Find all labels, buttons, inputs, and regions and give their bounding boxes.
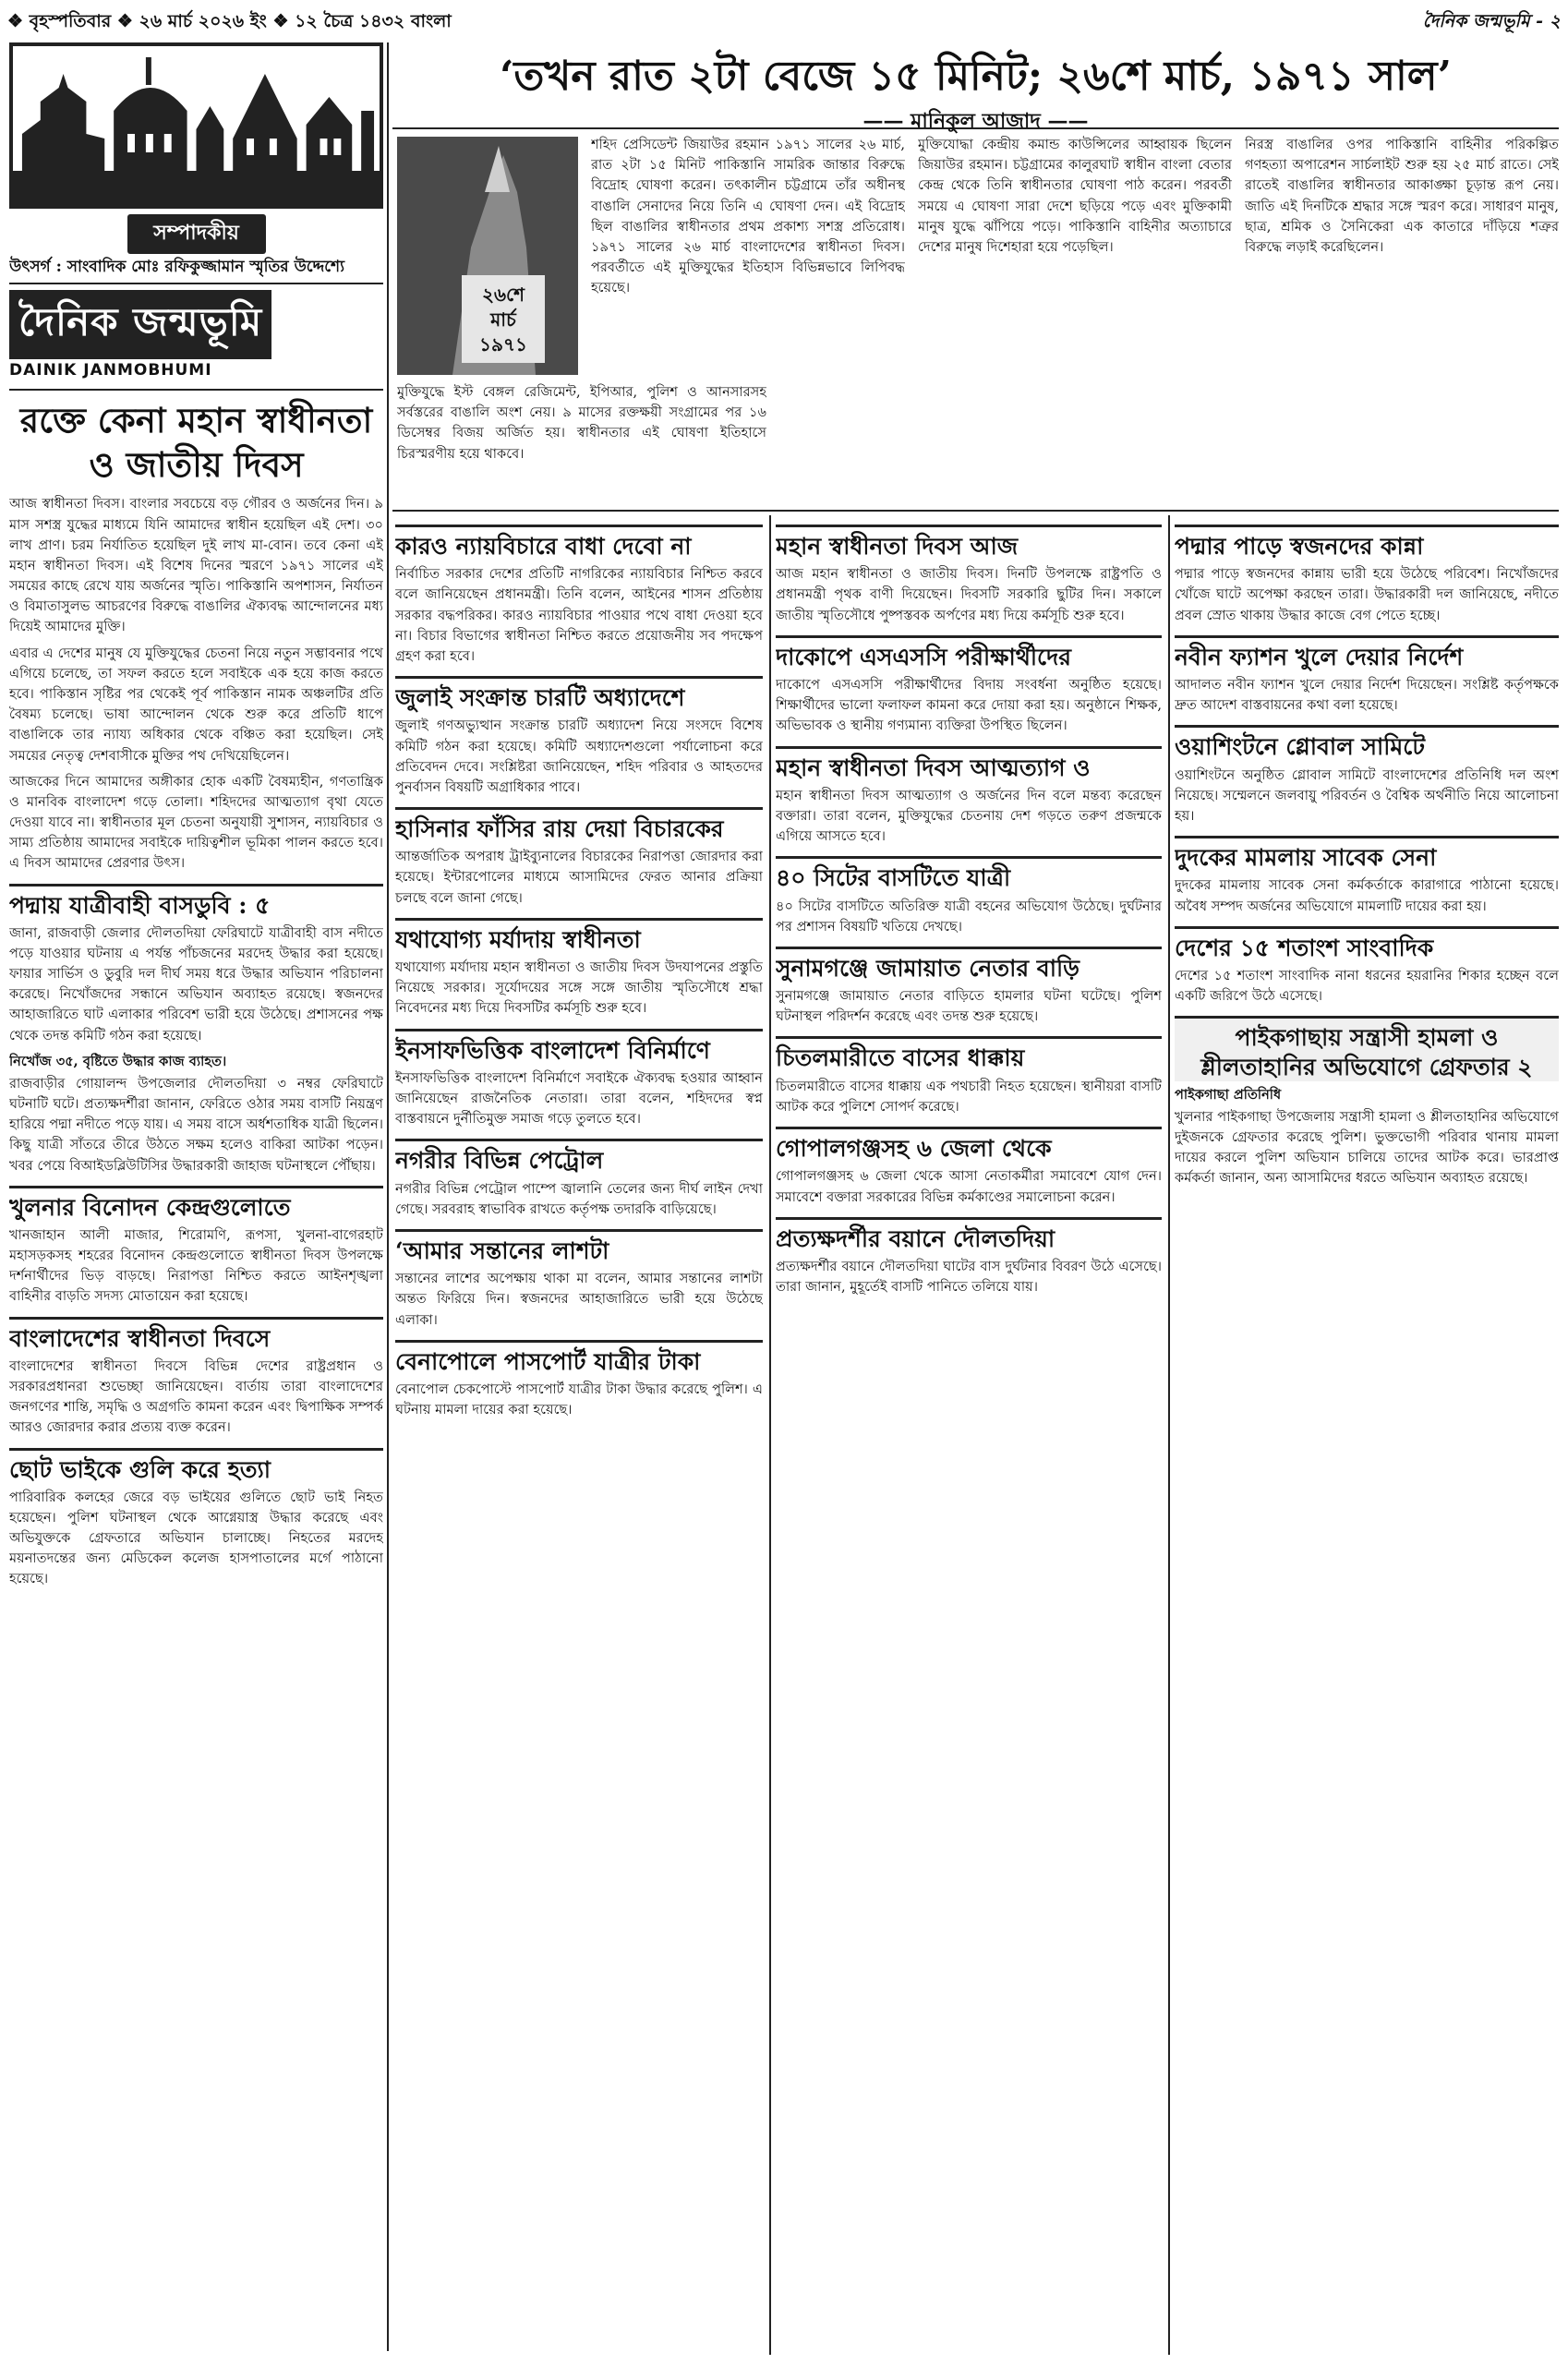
story-headline: কারও ন্যায়বিচারে বাধা দেবো না: [395, 525, 763, 561]
story-headline: চিতলমারীতে বাসের ধাক্কায়: [776, 1036, 1162, 1072]
story-body: যথাযোগ্য মর্যাদায় মহান স্বাধীনতা ও জাতীয় দিবস উদযাপনের প্রস্তুতি নিয়েছে সরকার। সূর্যোদয়ের সঙ্গে সঙ্গে জাতীয় স্মৃতিসৌধে শ্রদ্ধা নিবেদনের মধ্য দিয়ে দিবসটির কর্মসূচি শুরু হবে।: [395, 959, 763, 1017]
news-column-b: [776, 515, 1162, 2355]
story-headline: মহান স্বাধীনতা দিবস আজ: [776, 525, 1162, 561]
story-body: পারিবারিক কলহের জেরে বড় ভাইয়ের গুলিতে ছোট ভাই নিহত হয়েছেন। পুলিশ ঘটনাস্থল থেকে আগ্নেয়াস্ত্র উদ্ধার করেছে এবং অভিযুক্তকে গ্রেফতারে অভিযান চালাচ্ছে। নিহতের মরদেহ ময়নাতদন্তের জন্য মেডিকেল কলেজ হাসপাতালের মর্গে পাঠানো হয়েছে।: [9, 1489, 383, 1587]
dedication-line: উৎসর্গ : সাংবাদিক মোঃ রফিকুজ্জামান স্মৃতির উদ্দেশ্যে: [9, 254, 383, 284]
editorial-body-3: আজকের দিনে আমাদের অঙ্গীকার হোক একটি বৈষম্যহীন, গণতান্ত্রিক ও মানবিক বাংলাদেশ গড়ে তোলা। শহিদদের আত্মত্যাগ বৃথা যেতে দেওয়া যাবে না। স্বাধীনতার মূল চেতনা অনুযায়ী সুশাসন, ন্যায়বিচার ও সাম্য প্রতিষ্ঠায় আমাদের সবাইকে দায়িত্বশীল ভূমিকা পালন করতে হবে। এ দিবস আমাদের প্রেরণার উৎস।: [9, 773, 383, 872]
dateline: ❖ বৃহস্পতিবার ❖ ২৬ মার্চ ২০২৬ ইং ❖ ১২ চৈত্র ১৪৩২ বাংলা: [7, 11, 452, 31]
story-headline: নগরীর বিভিন্ন পেট্রোল: [395, 1139, 763, 1175]
story-body: জুলাই গণঅভ্যুত্থান সংক্রান্ত চারটি অধ্যাদেশ নিয়ে সংসদে বিশেষ কমিটি গঠন করা হয়েছে। কমিটি অধ্যাদেশগুলো পর্যালোচনা করে প্রতিবেদন দেবে। সংশ্লিষ্টরা জানিয়েছেন, শহিদ পরিবার ও আহতদের পুনর্বাসন বিষয়টি অগ্রাধিকার পাবে।: [395, 718, 763, 795]
story-body: চিতলমারীতে বাসের ধাক্কায় এক পথচারী নিহত হয়েছেন। স্থানীয়রা বাসটি আটক করে পুলিশে সোপর্দ করেছে।: [776, 1078, 1162, 1115]
news-column-a: [395, 515, 763, 2355]
lead-body: মুক্তিযোদ্ধা কেন্দ্রীয় কমান্ড কাউন্সিলের আহ্বায়ক ছিলেন জিয়াউর রহমান। চট্টগ্রামের কালুরঘাট স্বাধীন বাংলা বেতার কেন্দ্র থেকে তিনি স্বাধীনতার ঘোষণা পাঠ করেন। পরবর্তী সময়ে এ ঘোষণা সারা দেশে ছড়িয়ে পড়ে এবং মুক্তিকামী মানুষ যুদ্ধে ঝাঁপিয়ে পড়ে। পাকিস্তানি বাহিনীর অত্যাচারে দেশের মানুষ দিশেহারা হয়ে পড়েছিল।: [918, 137, 1232, 255]
editorial-label: সম্পাদকীয়: [127, 214, 266, 254]
story-body: নগরীর বিভিন্ন পেট্রোল পাম্পে জ্বালানি তেলের জন্য দীর্ঘ লাইন দেখা গেছে। সরবরাহ স্বাভাবিক রাখতে কর্তৃপক্ষ তদারকি বাড়িয়েছে।: [395, 1180, 763, 1217]
story-headline: বাংলাদেশের স্বাধীনতা দিবসে: [9, 1317, 383, 1353]
story-body: জানা, রাজবাড়ী জেলার দৌলতদিয়া ফেরিঘাটে যাত্রীবাহী বাস নদীতে পড়ে যাওয়ার ঘটনায় এ পর্যন্ত পাঁচজনের মরদেহ উদ্ধার করা হয়েছে। ফায়ার সার্ভিস ও ডুবুরি দল দীর্ঘ সময় ধরে উদ্ধার অভিযান পরিচালনা করেছে। নিখোঁজদের সন্ধানে অভিযান অব্যাহত রয়েছে। স্বজনদের আহাজারিতে ঘাট এলাকার পরিবেশ ভারী হয়ে উঠেছে। প্রশাসনের পক্ষ থেকে তদন্ত কমিটি গঠন করা হয়েছে।: [9, 924, 383, 1043]
story-dateline: পাইকগাছা প্রতিনিধি: [1175, 1086, 1282, 1103]
story-body: রাজবাড়ীর গোয়ালন্দ উপজেলার দৌলতদিয়া ৩ নম্বর ফেরিঘাটে ঘটনাটি ঘটে। প্রত্যক্ষদর্শীরা জানান, ফেরিতে ওঠার সময় বাসটি নিয়ন্ত্রণ হারিয়ে পদ্মা নদীতে পড়ে যায়। এ সময় বাসে অর্ধশতাধিক যাত্রী ছিলেন। কিছু যাত্রী সাঁতরে তীরে উঠতে সক্ষম হলেও বাকিরা আটকা পড়েন। খবর পেয়ে বিআইডব্লিউটিসির উদ্ধারকারী জাহাজ ঘটনাস্থলে পৌঁছায়।: [9, 1075, 383, 1174]
story-body: বেনাপোল চেকপোস্টে পাসপোর্ট যাত্রীর টাকা উদ্ধার করেছে পুলিশ। এ ঘটনায় মামলা দায়ের করা হয়েছে।: [395, 1381, 763, 1418]
lead-headline: ‘তখন রাত ২টা বেজে ১৫ মিনিট; ২৬শে মার্চ, ১৯৭১ সাল’: [500, 53, 1452, 100]
story-body: সন্তানের লাশের অপেক্ষায় থাকা মা বলেন, আমার সন্তানের লাশটা অন্তত ফিরিয়ে দিন। স্বজনদের আহাজারিতে ভারী হয়ে উঠেছে এলাকা।: [395, 1271, 763, 1328]
story-subhead: নিখোঁজ ৩৫, বৃষ্টিতে উদ্ধার কাজ ব্যাহত।: [9, 1053, 227, 1069]
story-body: খানজাহান আলী মাজার, শিরোমণি, রূপসা, খুলনা-বাগেরহাট মহাসড়কসহ শহরের বিনোদন কেন্দ্রগুলোতে স্বাধীনতা দিবস উপলক্ষে দর্শনার্থীদের ভিড় বাড়ছে। নিরাপত্তা নিশ্চিত করতে আইনশৃঙ্খলা বাহিনীর বাড়তি সদস্য মোতায়েন করা হয়েছে।: [9, 1226, 383, 1305]
story-headline: গোপালগঞ্জসহ ৬ জেলা থেকে: [776, 1127, 1162, 1163]
story-body: নির্বাচিত সরকার দেশের প্রতিটি নাগরিকের ন্যায়বিচার নিশ্চিত করবে বলে জানিয়েছেন প্রধানমন্ত্রী। তিনি বলেন, আইনের শাসন প্রতিষ্ঠায় সরকার বদ্ধপরিকর। কারও ন্যায়বিচার পাওয়ার পথে বাধা দেওয়া হবে না। বিচার বিভাগের স্বাধীনতা নিশ্চিত করতে প্রয়োজনীয় সব পদক্ষেপ গ্রহণ করা হবে।: [395, 566, 763, 664]
story-body: আন্তর্জাতিক অপরাধ ট্রাইব্যুনালের বিচারকের নিরাপত্তা জোরদার করা হয়েছে। ইন্টারপোলের মাধ্যমে আসামিদের ফেরত আনার প্রক্রিয়া চলছে বলে জানা গেছে।: [395, 849, 763, 906]
photo-caption: ১৯৭১: [479, 333, 527, 356]
story-headline: বেনাপোলে পাসপোর্ট যাত্রীর টাকা: [395, 1340, 763, 1376]
story-headline: ওয়াশিংটনে গ্লোবাল সামিটে: [1175, 725, 1559, 761]
column-divider: [769, 515, 771, 2355]
editorial-body: আজ স্বাধীনতা দিবস। বাংলার সবচেয়ে বড় গৌরব ও অর্জনের দিন। ৯ মাস সশস্ত্র যুদ্ধের মাধ্যমে যিনি আমাদের স্বাধীন হয়েছিল এই দেশ। ৩০ লাখ প্রাণ। চরম নির্যাতিত হয়েছিল দুই লাখ মা-বোন। তবে কেনা এই মহান স্বাধীনতা দিবস। এই বিশেষ দিনের স্মরণে ১৯৭১ সালের এই সময়ের কাছে রেখে যায় অর্জনের স্মৃতি। পাকিস্তানি অপশাসন, নির্যাতন ও বিমাতাসুলভ আচরণের বিরুদ্ধে বাঙালির ঐক্যবদ্ধ আন্দোলনের মধ্য দিয়েই আমাদের মুক্তি।: [9, 496, 383, 635]
lead-body: নিরস্ত্র বাঙালির ওপর পাকিস্তানি বাহিনীর পরিকল্পিত গণহত্যা অপারেশন সার্চলাইট শুরু হয় ২৫ মার্চ রাতে। সেই রাতেই বাঙালির স্বাধীনতার আকাঙ্ক্ষা চূড়ান্ত রূপ নেয়। জাতি এই দিনটিকে শ্রদ্ধার সঙ্গে স্মরণ করে। সাধারণ মানুষ, ছাত্র, শ্রমিক ও সৈনিকেরা এক কাতারে দাঁড়িয়ে শত্রুর বিরুদ্ধে লড়াই করেছিলেন।: [1245, 137, 1559, 255]
story-headline: খুলনার বিনোদন কেন্দ্রগুলোতে: [9, 1186, 383, 1222]
story-headline: নবীন ফ্যাশন খুলে দেয়ার নির্দেশ: [1175, 635, 1559, 671]
story-headline: পাইকগাছায় সন্ত্রাসী হামলা ও শ্লীলতাহানির অভিযোগে গ্রেফতার ২: [1175, 1016, 1559, 1081]
story-headline: দুদকের মামলায় সাবেক সেনা: [1175, 836, 1559, 872]
story-body: দেশের ১৫ শতাংশ সাংবাদিক নানা ধরনের হয়রানির শিকার হচ্ছেন বলে একটি জরিপে উঠে এসেছে।: [1175, 967, 1559, 1005]
story-body: মহান স্বাধীনতা দিবস আত্মত্যাগ ও অর্জনের দিন বলে মন্তব্য করেছেন বক্তারা। তারা বলেন, মুক্তিযুদ্ধের চেতনায় দেশ গড়তে তরুণ প্রজন্মকে এগিয়ে আসতে হবে।: [776, 787, 1162, 845]
story-body: আজ মহান স্বাধীনতা ও জাতীয় দিবস। দিনটি উপলক্ষে রাষ্ট্রপতি ও প্রধানমন্ত্রী পৃথক বাণী দিয়েছেন। দিবসটি সরকারি ছুটির দিন। সকালে জাতীয় স্মৃতিসৌধে পুষ্পস্তবক অর্পণের মধ্য দিয়ে কর্মসূচি শুরু হবে।: [776, 566, 1162, 623]
editorial-body-2: এবার এ দেশের মানুষ যে মুক্তিযুদ্ধের চেতনা নিয়ে নতুন সম্ভাবনার পথে এগিয়ে চলেছে, তা সফল করতে হলে সবাইকে এক হয়ে কাজ করতে হবে। পাকিস্তান সৃষ্টির পর থেকেই পূর্ব পাকিস্তান নামক অঞ্চলটির প্রতি বৈষম্য চলেছে। ভাষা আন্দোলন থেকে শুরু করে প্রতিটি ধাপে বাঙালিকে তার ন্যায্য অধিকার থেকে বঞ্চিত করা হয়েছিল। সেই সময়ের নেতৃত্ব দেশবাসীকে মুক্তির পথ দেখিয়েছিলেন।: [9, 645, 383, 764]
column-divider: [387, 42, 389, 2351]
lead-photo: [397, 137, 578, 375]
column-divider: [1168, 515, 1170, 2355]
story-headline: ইনসাফভিত্তিক বাংলাদেশ বিনির্মাণে: [395, 1029, 763, 1065]
story-headline: পদ্মায় যাত্রীবাহী বাসডুবি : ৫: [9, 884, 383, 920]
story-body: দাকোপে এসএসসি পরীক্ষার্থীদের বিদায় সংবর্ধনা অনুষ্ঠিত হয়েছে। শিক্ষার্থীদের ভালো ফলাফল কামনা করে দোয়া করা হয়। অনুষ্ঠানে শিক্ষক, অভিভাবক ও স্থানীয় গণ্যমান্য ব্যক্তিরা উপস্থিত ছিলেন।: [776, 677, 1162, 734]
story-headline: সুনামগঞ্জে জামায়াত নেতার বাড়ি: [776, 947, 1162, 983]
story-body: সুনামগঞ্জে জামায়াত নেতার বাড়িতে হামলার ঘটনা ঘটেছে। পুলিশ ঘটনাস্থল পরিদর্শন করেছে এবং তদন্ত শুরু হয়েছে।: [776, 988, 1162, 1025]
left-column: [9, 42, 383, 2351]
section-rule: [392, 510, 1559, 512]
page-number-label: দৈনিক জন্মভূমি - ২: [1422, 11, 1561, 31]
story-headline: মহান স্বাধীনতা দিবস আত্মত্যাগ ও: [776, 746, 1162, 782]
story-headline: জুলাই সংক্রান্ত চারটি অধ্যাদেশে: [395, 676, 763, 712]
story-body: প্রত্যক্ষদর্শীর বয়ানে দৌলতদিয়া ঘাটের বাস দুর্ঘটনার বিবরণ উঠে এসেছে। তারা জানান, মুহূর্তেই বাসটি পানিতে তলিয়ে যায়।: [776, 1258, 1162, 1296]
story-headline: হাসিনার ফাঁসির রায় দেয়া বিচারকের: [395, 807, 763, 843]
photo-caption: ২৬শে: [482, 283, 525, 306]
story-headline: ছোট ভাইকে গুলি করে হত্যা: [9, 1448, 383, 1484]
story-body: গোপালগঞ্জসহ ৬ জেলা থেকে আসা নেতাকর্মীরা সমাবেশে যোগ দেন। সমাবেশে বক্তারা সরকারের বিভিন্ন কর্মকাণ্ডের সমালোচনা করেন।: [776, 1168, 1162, 1205]
story-body: খুলনার পাইকগাছা উপজেলায় সন্ত্রাসী হামলা ও শ্লীলতাহানির অভিযোগে দুইজনকে গ্রেফতার করেছে পুলিশ। ভুক্তভোগী পরিবার থানায় মামলা দায়ের করলে পুলিশ অভিযান চালিয়ে তাদের আটক করে। ভারপ্রাপ্ত কর্মকর্তা জানান, অন্য আসামিদের ধরতে অভিযান অব্যাহত রয়েছে।: [1175, 1108, 1559, 1187]
story-body: ওয়াশিংটনে অনুষ্ঠিত গ্লোবাল সামিটে বাংলাদেশের প্রতিনিধি দল অংশ নিয়েছে। সম্মেলনে জলবায়ু পরিবর্তন ও বৈশ্বিক অর্থনীতি নিয়ে আলোচনা হয়।: [1175, 766, 1559, 824]
editorial-headline: রক্তে কেনা মহান স্বাধীনতা ও জাতীয় দিবস: [9, 389, 383, 487]
story-headline: দাকোপে এসএসসি পরীক্ষার্থীদের: [776, 635, 1162, 671]
story-headline: ৪০ সিটের বাসটিতে যাত্রী: [776, 856, 1162, 892]
story-body: দুদকের মামলায় সাবেক সেনা কর্মকর্তাকে কারাগারে পাঠানো হয়েছে। অবৈধ সম্পদ অর্জনের অভিযোগে মামলাটি দায়ের করা হয়।: [1175, 877, 1559, 914]
lead-body: শহিদ প্রেসিডেন্ট জিয়াউর রহমান ১৯৭১ সালের ২৬ মার্চ, রাত ২টা ১৫ মিনিট পাকিস্তানি সামরিক জান্তার বিরুদ্ধে বিদ্রোহ ঘোষণা করেন। তৎকালীন চট্টগ্রামে তাঁর অধীনস্থ বাঙালি সেনাদের নিয়ে তিনি এ ঘোষণা দেন। এই বিদ্রোহ ছিল বাঙালির স্বাধীনতার প্রথম প্রকাশ্য সশস্ত্র প্রতিরোধ। ১৯৭১ সালের ২৬ মার্চ বাংলাদেশের স্বাধীনতা দিবস। পরবর্তীতে এই মুক্তিযুদ্ধের ইতিহাস বিভিন্নভাবে লিপিবদ্ধ হয়েছে।: [591, 137, 905, 296]
story-body: ইনসাফভিত্তিক বাংলাদেশ বিনির্মাণে সবাইকে ঐক্যবদ্ধ হওয়ার আহ্বান জানিয়েছেন রাজনৈতিক নেতারা। তারা বলেন, শহিদদের স্বপ্ন বাস্তবায়নে দুর্নীতিমুক্ত সমাজ গড়ে তুলতে হবে।: [395, 1069, 763, 1128]
paper-name: দৈনিক জন্মভূমি: [9, 290, 271, 359]
story-headline: দেশের ১৫ শতাংশ সাংবাদিক: [1175, 926, 1559, 962]
page-header: [0, 7, 1568, 39]
story-body: পদ্মার পাড়ে স্বজনদের কান্নায় ভারী হয়ে উঠেছে পরিবেশ। নিখোঁজদের খোঁজে ঘাটে অপেক্ষা করছেন তারা। উদ্ধারকারী দল জানিয়েছে, নদীতে প্রবল স্রোত থাকায় উদ্ধার কাজে বেগ পেতে হচ্ছে।: [1175, 566, 1559, 623]
story-body: ৪০ সিটের বাসটিতে অতিরিক্ত যাত্রী বহনের অভিযোগ উঠেছে। দুর্ঘটনার পর প্রশাসন বিষয়টি খতিয়ে দেখছে।: [776, 898, 1162, 935]
paper-name-english: DAINIK JANMOBHUMI: [9, 361, 212, 380]
news-column-c: [1175, 515, 1559, 2355]
lead-story-lower: [397, 382, 766, 506]
story-body: বাংলাদেশের স্বাধীনতা দিবসে বিভিন্ন দেশের রাষ্ট্রপ্রধান ও সরকারপ্রধানরা শুভেচ্ছা জানিয়েছেন। বার্তায় তারা বাংলাদেশের জনগণের শান্তি, সমৃদ্ধি ও অগ্রগতি কামনা করেন এবং দ্বিপাক্ষিক সম্পর্ক আরও জোরদার করার প্রত্যয় ব্যক্ত করেন।: [9, 1357, 383, 1436]
story-headline: ‘আমার সন্তানের লাশটা: [395, 1229, 763, 1265]
masthead-illustration: [9, 42, 383, 209]
story-headline: প্রত্যক্ষদর্শীর বয়ানে দৌলতদিয়া: [776, 1217, 1162, 1253]
lead-story-columns: [591, 135, 1559, 384]
lead-body: মুক্তিযুদ্ধে ইস্ট বেঙ্গল রেজিমেন্ট, ইপিআর, পুলিশ ও আনসারসহ সর্বস্তরের বাঙালি অংশ নেয়। ৯ মাসের রক্তক্ষয়ী সংগ্রামের পর ১৬ ডিসেম্বর বিজয় অর্জিত হয়। স্বাধীনতার এই ঘোষণা ইতিহাসে চিরস্মরণীয় হয়ে থাকবে।: [397, 384, 766, 462]
lead-byline: —— মানিকুল আজাদ ——: [862, 108, 1089, 133]
photo-caption: মার্চ: [490, 308, 516, 331]
story-headline: পদ্মার পাড়ে স্বজনদের কান্না: [1175, 525, 1559, 561]
story-body: আদালত নবীন ফ্যাশন খুলে দেয়ার নির্দেশ দিয়েছেন। সংশ্লিষ্ট কর্তৃপক্ষকে দ্রুত আদেশ বাস্তবায়নের কথা বলা হয়েছে।: [1175, 677, 1559, 714]
story-headline: যথাযোগ্য মর্যাদায় স্বাধীনতা: [395, 918, 763, 954]
lead-banner: [392, 42, 1559, 133]
